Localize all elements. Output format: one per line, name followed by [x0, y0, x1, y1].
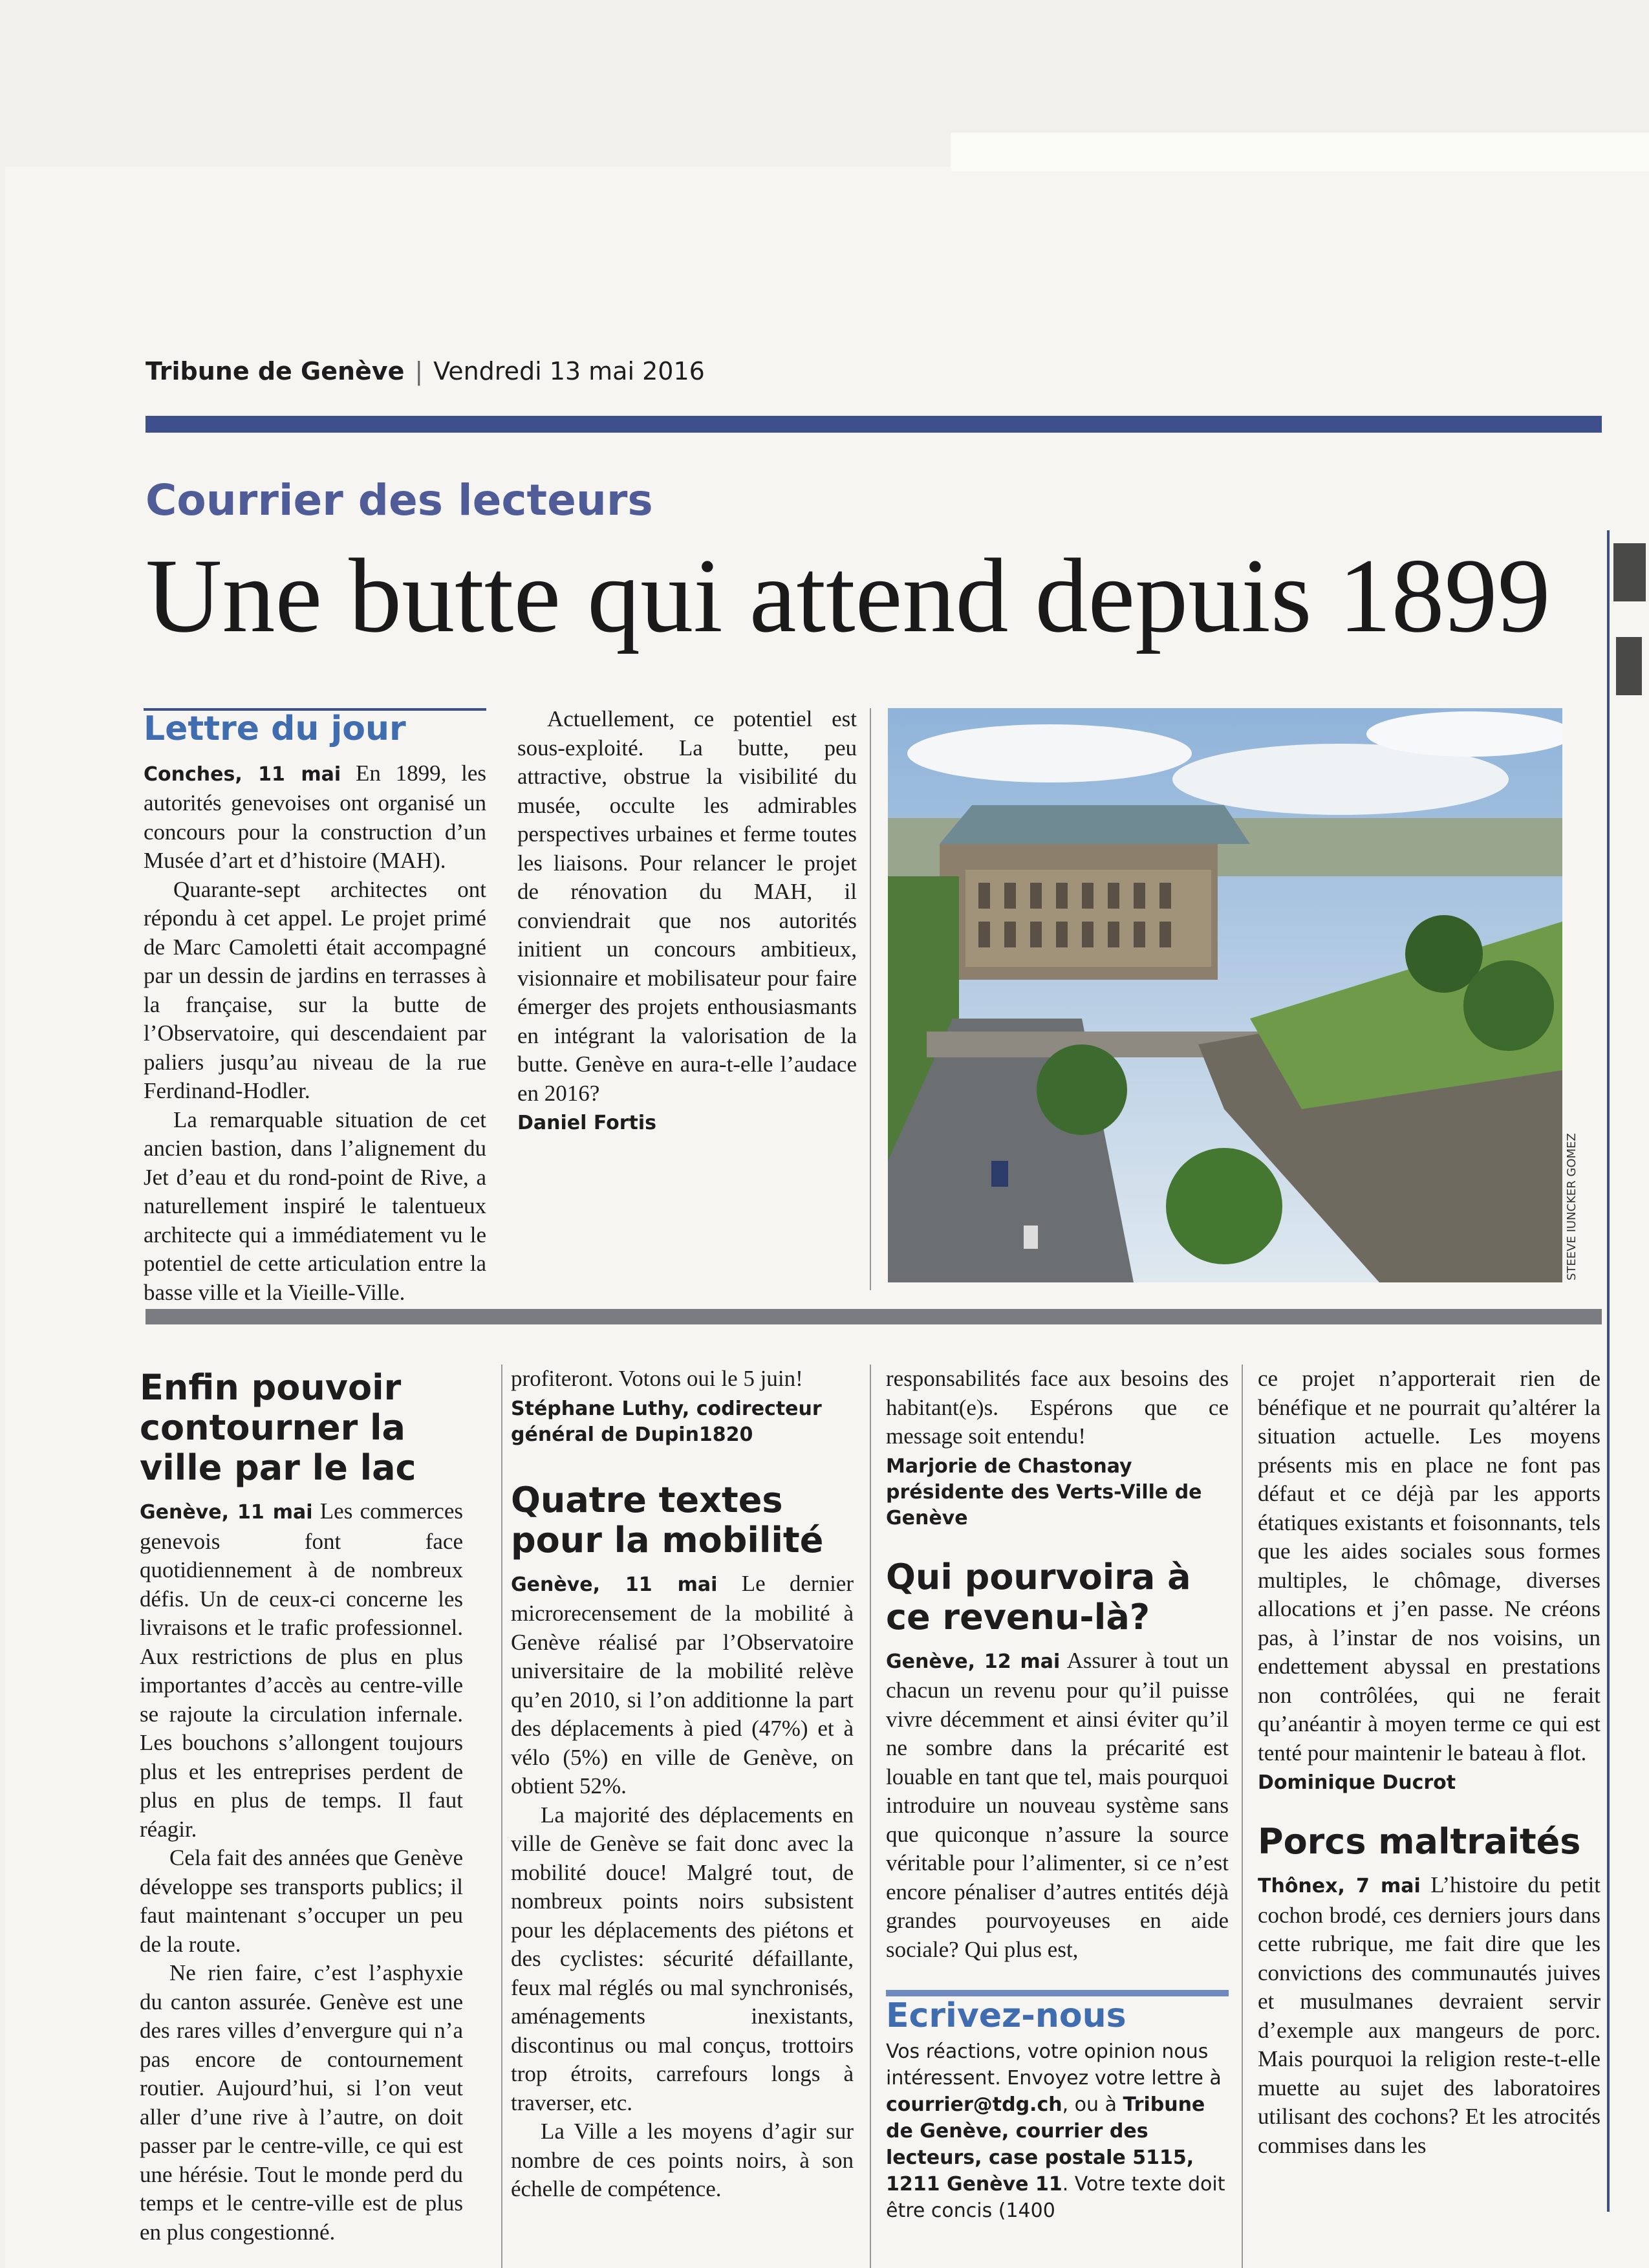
letter-column-3: [886, 1365, 1229, 2224]
letter-title: Quatre textes pour la mobilité: [511, 1479, 824, 1561]
adjacent-page-edge: [1607, 530, 1649, 2212]
paper-fold: [951, 133, 1649, 171]
lead-place: Conches, 11 mai: [144, 762, 341, 786]
letter-paragraph: Thônex, 7 mai L’histoire du petit cochon brodé, ces derniers jours dans cette rubrique, me fait dire que les convictions des communautés juives et musulmanes devraient servir d’exemple aux mangeurs de porc. Mais pourquoi la religion reste-t-elle muette au sujet des laboratoires utilisant des cochons? Et les atrocités commises dans les: [1258, 1872, 1601, 2158]
letter-signature: Dominique Ducrot: [1258, 1771, 1456, 1794]
lead-paragraph: Actuellement, ce potentiel est sous-exploité. La butte, peu attractive, obstrue la visibilité du musée, occulte les admirables perspectives urbaines et ferme toutes les liaisons. Pour relancer le projet de rénovation du MAH, il conviendrait que nos autorités initient un concours ambitieux, visionnaire et mobilisateur pour faire émerger des projets enthousiasmants en intégrant la valorisation de la butte. Genève en aura-t-elle l’audace en 2016?: [517, 706, 857, 1106]
masthead-separator: |: [415, 357, 424, 385]
masthead: [146, 357, 705, 385]
column-divider: [870, 708, 871, 1290]
letter-column-2: [511, 1365, 854, 2204]
contact-text: Vos réactions, votre opinion nous intéressent. Envoyez votre lettre à courrier@tdg.ch, ou à Tribune de Genève, courrier des lecteurs, case postale 5115, 1211 Genève 11. Votre texte doit être concis (1400: [886, 2040, 1225, 2222]
letter-paragraph: ce projet n’apporterait rien de bénéfique et ne pourrait qu’altérer la situation actuelle. Les moyens présents mis en place ne font pas défaut et ce déjà par les apports étatiques existants et foisonnants, tels que les aides sociales sous formes multiples, le chômage, diverses allocations et j’en passe. Ne créons pas, à l’instar de nos voisins, un endettement abyssal en prestations non contrôlées, qui ne ferait qu’anéantir à moyen terme ce qui est tenté pour maintenir le bateau à flot.: [1258, 1366, 1600, 1766]
letter-title: Qui pourvoira à ce revenu-là?: [886, 1556, 1191, 1637]
section-title: Courrier des lecteurs: [146, 475, 653, 525]
letter-paragraph: La majorité des déplacements en ville de Genève se fait donc avec la mobilité douce! Malgré tout, de nombreux points noirs subsistent pour les déplacements des piétons et des cyclistes: sécurité défaillante, feux mal réglés ou mal synchronisés, aménagements inexistants, discontinus ou mal conçus, trottoirs trop étroits, carrefours longs à traverser, etc.: [511, 1802, 854, 2115]
letter-signature: Stéphane Luthy, codirecteur général de Dupin1820: [511, 1397, 822, 1446]
letter-paragraph: Genève, 11 mai Les commerces genevois font face quotidiennement à de nombreux défis. Un de ceux-ci concerne les livraisons et le trafic professionnel. Aux restrictions de plus en plus importantes d’accès au centre-ville se rajoute la circulation infernale. Les bouchons s’allongent toujours plus et les entreprises perdent de plus en plus de temps. Il faut réagir.: [140, 1498, 463, 1842]
masthead-brand: Tribune de Genève: [146, 357, 405, 385]
lead-paragraph: La remarquable situation de cet ancien bastion, dans l’alignement du Jet d’eau et du rond-point de Rive, a naturellement inspiré le talentueux architecte qui a immédiatement vu le potentiel de cette articulation entre la basse ville et la Vieille-Ville.: [144, 1107, 486, 1305]
letter-continuation: responsabilités face aux besoins des habitant(e)s. Espérons que ce message soit entendu!: [886, 1366, 1229, 1449]
letter-place: Genève, 11 mai: [511, 1573, 718, 1596]
letter-paragraph: La Ville a les moyens d’agir sur nombre de ces points noirs, à son échelle de compétence.: [511, 2119, 854, 2201]
letter-paragraph: Genève, 11 mai Le dernier microrecensement de la mobilité à Genève réalisé par l’Observatoire universitaire de la mobilité relève qu’en 2010, si l’on additionne la part des déplacements à pied (47%) et à vélo (5%) en ville de Genève, on obtient 52%.: [511, 1570, 854, 1798]
letter-title: Porcs maltraités: [1258, 1821, 1581, 1862]
letter-paragraph: Cela fait des années que Genève développe ses transports publics; il faut maintenant s’occuper un peu de la route.: [140, 1845, 463, 1957]
contact-email[interactable]: courrier@tdg.ch: [886, 2093, 1062, 2116]
museum-aerial-image: [888, 708, 1562, 1282]
middle-rule: [146, 1309, 1602, 1324]
letter-column-4: [1258, 1365, 1600, 2160]
letter-place: Thônex, 7 mai: [1258, 1875, 1421, 1897]
letter-place: Genève, 12 mai: [886, 1650, 1061, 1673]
letter-signature: Marjorie de Chastonay présidente des Verts-Ville de Genève: [886, 1454, 1202, 1529]
column-divider: [1242, 1365, 1243, 2268]
lead-kicker: Lettre du jour: [144, 708, 486, 750]
lead-signature: Daniel Fortis: [517, 1112, 657, 1134]
lead-paragraph: Conches, 11 mai En 1899, les autorités genevoises ont organisé un concours pour la construction d’un Musée d’art et d’histoire (MAH).: [144, 760, 486, 873]
top-rule: [146, 416, 1602, 433]
page-headline: Une butte qui attend depuis 1899: [146, 537, 1551, 654]
museum-photo: [888, 708, 1562, 1282]
letter-paragraph: Ne rien faire, c’est l’asphyxie du canton assurée. Genève est une des rares villes d’envergure qui n’a pas encore de contournement routier. Aujourd’hui, si l’on veut aller d’une rive à l’autre, on doit passer par le centre-ville, ce qui est une hérésie. Tout le monde perd du temps et le centre-ville est de plus en plus congestionné.: [140, 1960, 463, 2245]
contact-box: [886, 1990, 1229, 2224]
photo-credit: STEEVE IUNCKER GOMEZ: [1565, 1133, 1579, 1280]
column-divider: [501, 1365, 502, 2268]
lead-column-2: [517, 705, 857, 1136]
masthead-date: Vendredi 13 mai 2016: [433, 357, 705, 385]
lead-paragraph: Quarante-sept architectes ont répondu à cet appel. Le projet primé de Marc Camoletti était accompagné par un dessin de jardins en terrasses à la française, sur la butte de l’Observatoire, qui descendaient par paliers jusqu’au niveau de la rue Ferdinand-Hodler.: [144, 876, 486, 1103]
column-divider: [870, 1365, 871, 2268]
contact-title: Ecrivez-nous: [886, 1990, 1229, 2031]
letter-continuation: profiteront. Votons oui le 5 juin!: [511, 1366, 803, 1391]
letter-column-1: [140, 1368, 463, 2247]
letter-paragraph: Genève, 12 mai Assurer à tout un chacun un revenu pour qu’il puisse vivre décemment et ainsi éviter qu’il ne sombre dans la précarité est louable en tant que tel, mais pourquoi introduire un nouveau système sans que quiconque n’assure la source véritable pour l’alimenter, si ce n’est encore pénaliser d’autres entités déjà grandes pourvoyeuses en aide sociale? Qui plus est,: [886, 1647, 1229, 1962]
contact-address: Tribune de Genève, courrier des lecteurs, case postale 5115, 1211 Genève 11: [886, 2093, 1205, 2196]
letter-place: Genève, 11 mai: [140, 1501, 313, 1524]
letter-title: Enfin pouvoir contourner la ville par le lac: [140, 1367, 416, 1488]
lead-column-1: [144, 708, 486, 1307]
